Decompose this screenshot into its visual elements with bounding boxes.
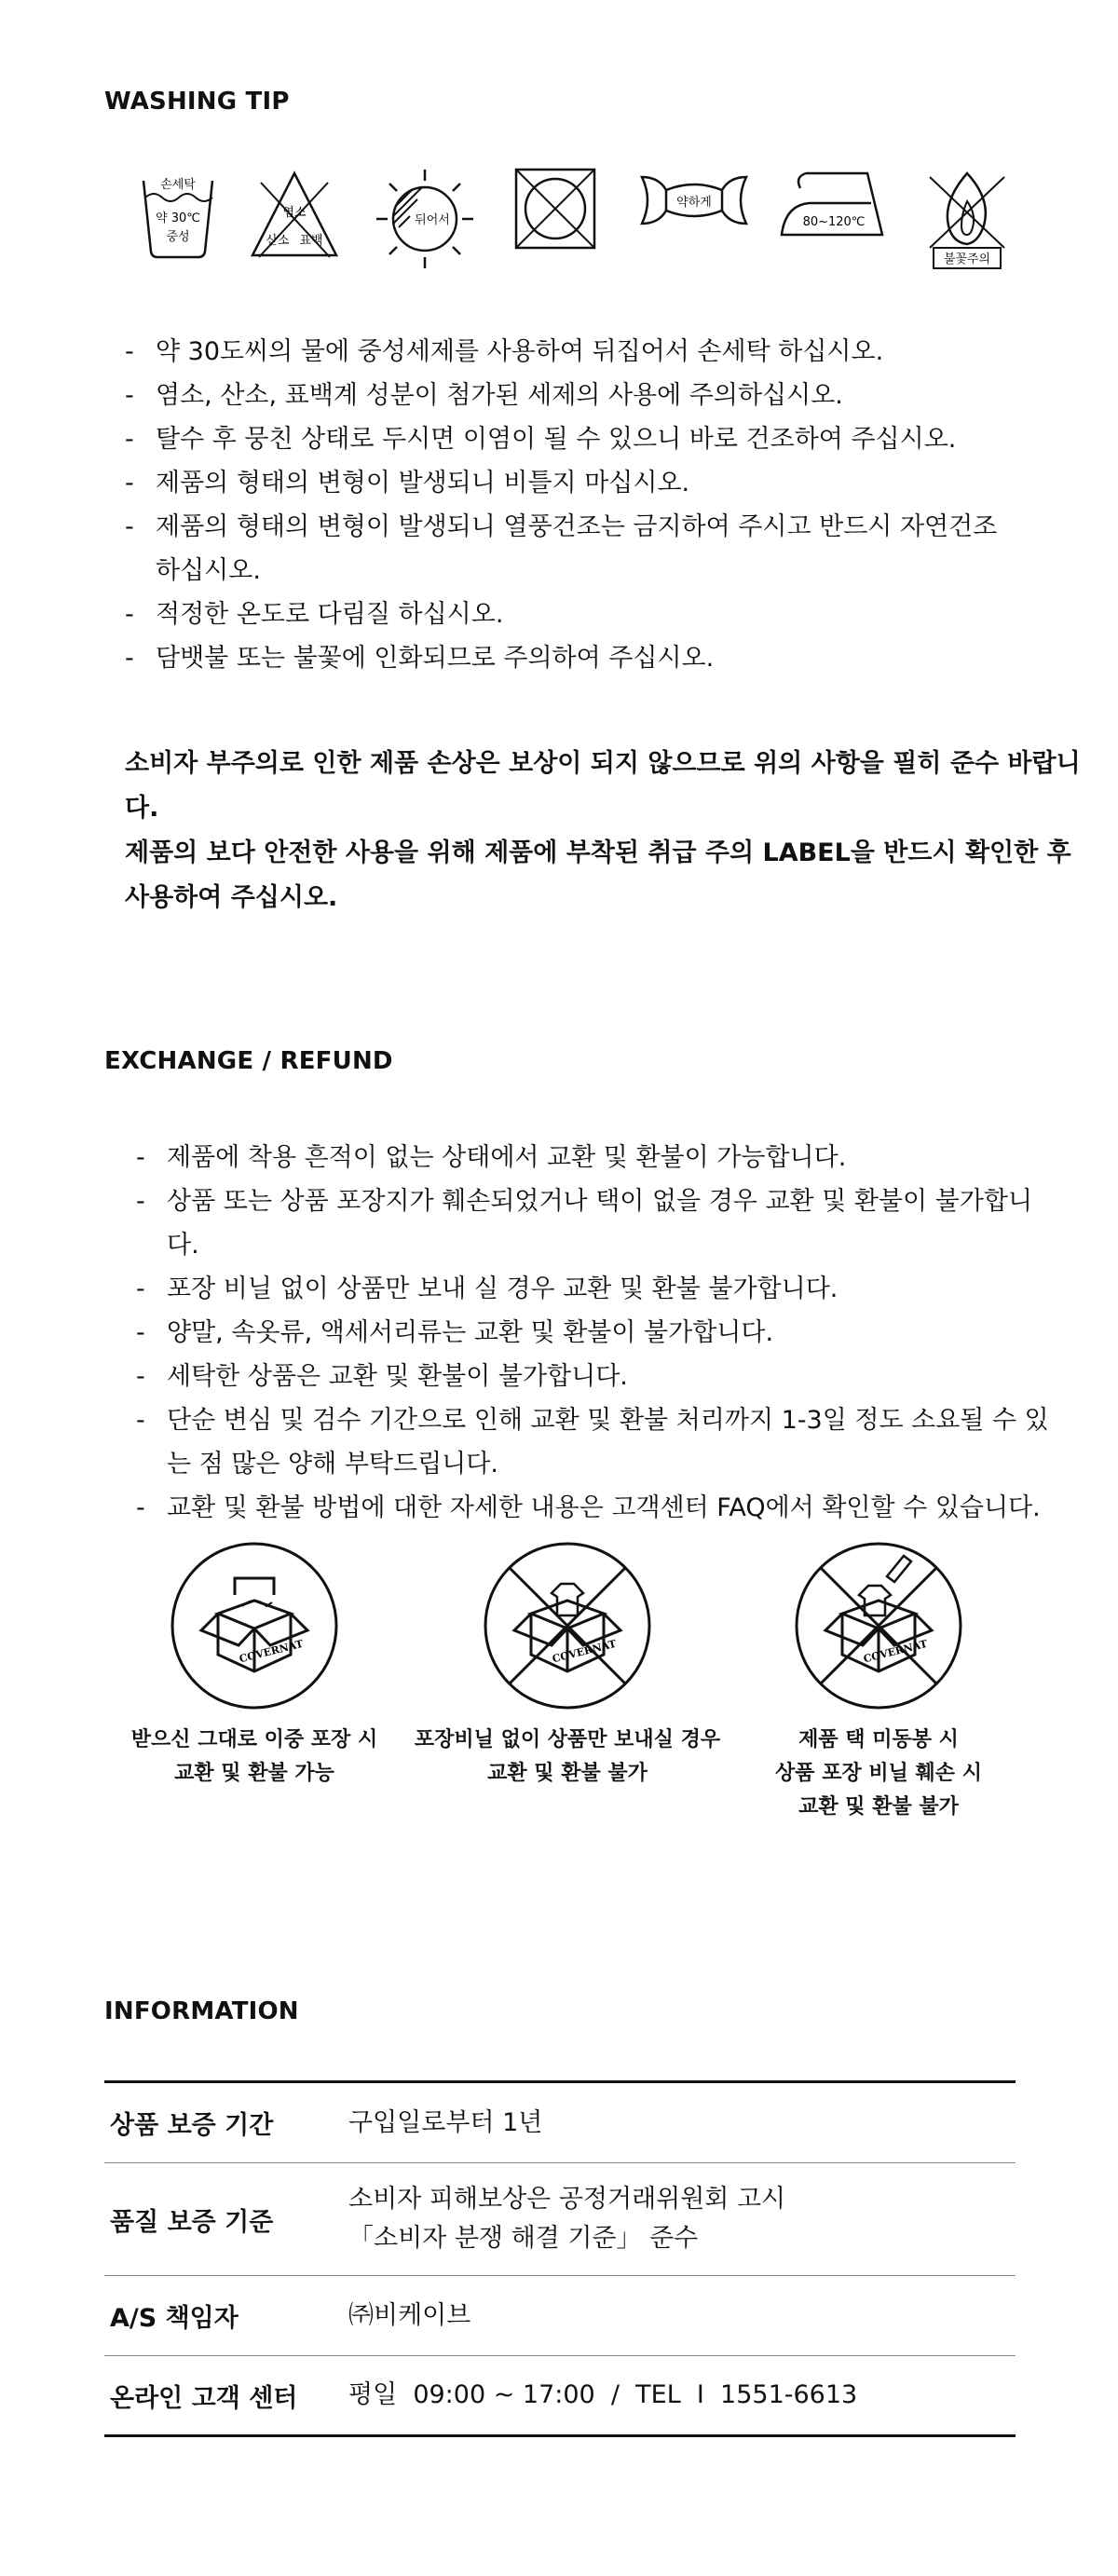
row-value: 평일 09:00 ~ 17:00 / TEL I 1551-6613 (348, 2356, 1016, 2436)
svg-text:COVERNAT: COVERNAT (551, 1637, 618, 1666)
no-tumble-dry-icon (514, 168, 596, 250)
list-item: - 적정한 온도로 다림질 하십시오. (125, 593, 1019, 636)
notice-line: 사용하여 주십시오. (125, 883, 338, 912)
list-item: - 제품의 형태의 변형이 발생되니 비틀지 마십시오. (125, 461, 1019, 505)
svg-text:산소: 산소 (266, 234, 290, 248)
svg-text:80~120℃: 80~120℃ (802, 215, 866, 229)
svg-text:약 30℃: 약 30℃ (156, 211, 200, 225)
table-row (104, 2082, 1016, 2163)
information-title: INFORMATION (104, 1997, 299, 2025)
exchange-refund-title: EXCHANGE / REFUND (104, 1047, 393, 1075)
card-caption: 제품 택 미동봉 시 상품 포장 비닐 훼손 시 교환 및 환불 불가 (775, 1728, 982, 1819)
row-value: 소비자 피해보상은 공정거래위원회 고시 「소비자 분쟁 해결 기준」 준수 (348, 2163, 1016, 2276)
svg-text:염소: 염소 (282, 206, 307, 220)
row-label: A/S 책임자 (104, 2276, 348, 2356)
table-row (104, 2356, 1016, 2436)
washing-notice (125, 742, 1112, 920)
sun-dry-icon (376, 168, 473, 270)
information-table (104, 2080, 1016, 2437)
svg-text:COVERNAT: COVERNAT (238, 1637, 305, 1666)
box-no-vinyl-icon (481, 1539, 654, 1712)
iron-icon (778, 168, 893, 252)
list-item: - 제품에 착용 흔적이 없는 상태에서 교환 및 환불이 가능합니다. (136, 1136, 1049, 1179)
svg-text:불꽃주의: 불꽃주의 (943, 252, 991, 266)
notice-line: 제품의 보다 안전한 사용을 위해 제품에 부착된 취급 주의 LABEL을 반드시 확인한 후 (125, 838, 1071, 867)
svg-text:뒤어서: 뒤어서 (415, 213, 450, 227)
notice-line: 소비자 부주의로 인한 제품 손상은 보상이 되지 않으므로 위의 사항을 필히 준수 바랍니다. (125, 749, 1081, 823)
fire-caution-icon (924, 168, 1010, 272)
svg-text:약하게: 약하게 (676, 196, 712, 210)
svg-text:표백: 표백 (299, 234, 323, 248)
table-row (104, 2276, 1016, 2356)
list-item: - 탈수 후 뭉친 상태로 두시면 이염이 될 수 있으니 바로 건조하여 주십시오. (125, 417, 1019, 461)
card-caption: 받으신 그대로 이중 포장 시 교환 및 환불 가능 (130, 1728, 378, 1785)
washing-tips-list (125, 330, 1019, 680)
care-symbols (140, 168, 1053, 279)
exchange-list (136, 1136, 1049, 1530)
list-item: - 염소, 산소, 표백계 성분이 첨가된 세제의 사용에 주의하십시오. (125, 374, 1019, 417)
row-label: 온라인 고객 센터 (104, 2356, 348, 2436)
list-item: - 약 30도씨의 물에 중성세제를 사용하여 뒤집어서 손세탁 하십시오. (125, 330, 1019, 374)
row-label: 상품 보증 기간 (110, 2111, 274, 2140)
list-item: - 단순 변심 및 검수 기간으로 인해 교환 및 환불 처리까지 1-3일 정도 소요될 수 있는 점 많은 양해 부탁드립니다. (136, 1398, 1049, 1486)
box-ok-icon (168, 1539, 341, 1712)
table-row (104, 2163, 1016, 2276)
list-item: - 포장 비닐 없이 상품만 보내 실 경우 교환 및 환불 불가합니다. (136, 1267, 1049, 1311)
list-item: - 양말, 속옷류, 액세서리류는 교환 및 환불이 불가합니다. (136, 1311, 1049, 1355)
exchange-card-no-vinyl (414, 1539, 721, 1791)
list-item: - 제품의 형태의 변형이 발생되니 열풍건조는 금지하여 주시고 반드시 자연건조 하십시오. (125, 505, 1019, 593)
svg-text:손세탁: 손세탁 (160, 178, 196, 192)
card-caption: 포장비닐 없이 상품만 보내실 경우 교환 및 환불 불가 (414, 1728, 721, 1785)
svg-text:COVERNAT: COVERNAT (862, 1637, 929, 1666)
exchange-card-no-tag (725, 1539, 1032, 1824)
exchange-card-double-pack (101, 1539, 408, 1791)
row-value: ㈜비케이브 (348, 2276, 1016, 2356)
list-item: - 담뱃불 또는 불꽃에 인화되므로 주의하여 주십시오. (125, 636, 1019, 680)
hand-wash-icon (140, 168, 216, 261)
box-no-tag-icon (792, 1539, 965, 1712)
list-item: - 세탁한 상품은 교환 및 환불이 불가합니다. (136, 1355, 1049, 1398)
list-item: - 교환 및 환불 방법에 대한 자세한 내용은 고객센터 FAQ에서 확인할 수 있습니다. (136, 1486, 1049, 1530)
row-value: 구입일로부터 1년 (348, 2107, 543, 2137)
row-label: 품질 보증 기준 (104, 2163, 348, 2276)
washing-tip-title: WASHING TIP (104, 88, 290, 116)
wring-gently-icon (638, 168, 750, 233)
no-bleach-icon (248, 168, 341, 261)
svg-text:중성: 중성 (166, 230, 190, 244)
list-item: - 상품 또는 상품 포장지가 훼손되었거나 택이 없을 경우 교환 및 환불이 불가합니다. (136, 1179, 1049, 1267)
